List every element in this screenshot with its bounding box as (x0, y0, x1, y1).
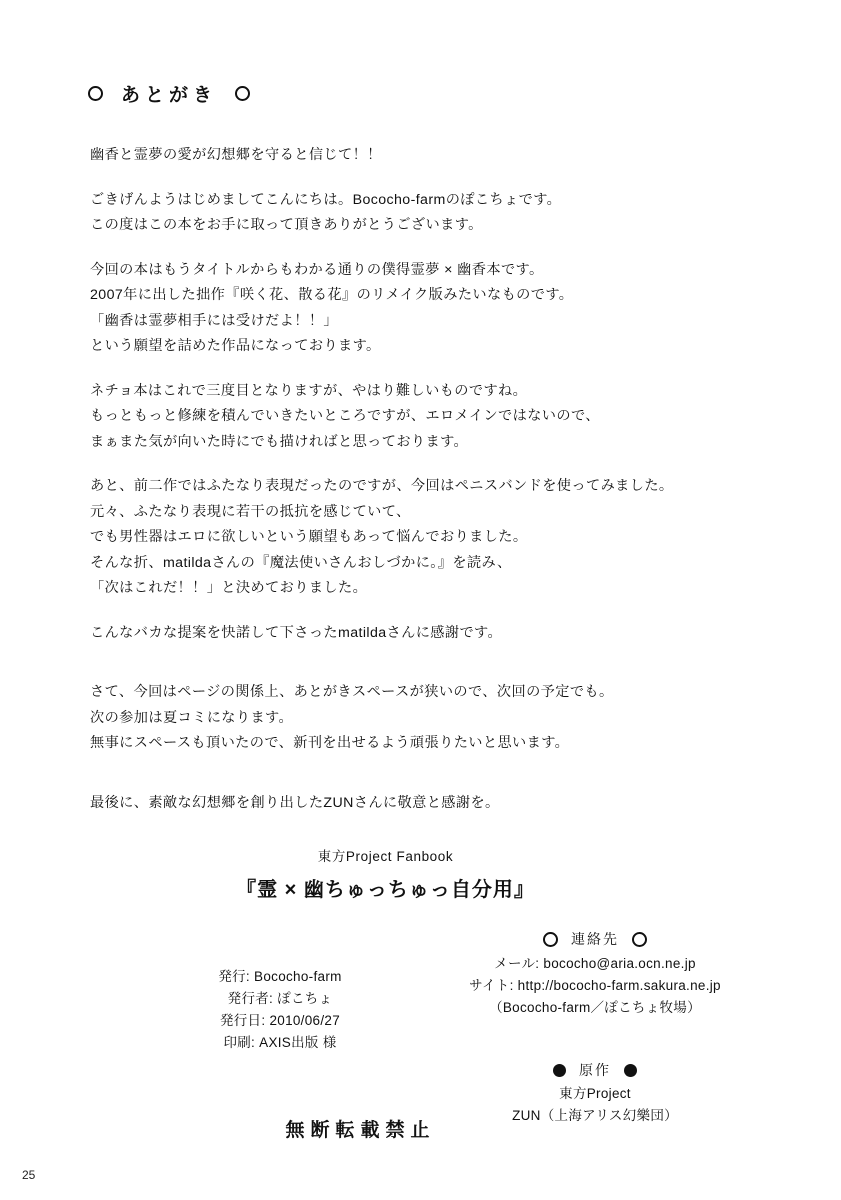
origin-heading-label: 原作 (579, 1062, 611, 1078)
paragraph-line: そんな折、matildaさんの『魔法使いさんおしづかに。』を読み、 (90, 554, 512, 571)
paragraph-line: まぁまた気が向いた時にでも描ければと思っております。 (90, 433, 469, 450)
contact-email: メール: bococho@aria.ocn.ne.jp (494, 956, 696, 971)
paragraph-line: ごきげんようはじめましてこんにちは。Bococho-farmのぽこちょです。 (90, 191, 562, 208)
origin-line: 東方Project (559, 1086, 631, 1101)
paragraph (90, 791, 750, 817)
circle-open-icon (632, 932, 647, 947)
origin-heading (400, 1059, 790, 1081)
book-title: 『霊 × 幽ちゅっちゅっ自分用』 (236, 879, 535, 901)
paragraph-line: 今回の本はもうタイトルからもわかる通りの僕得霊夢 × 幽香本です。 (90, 261, 544, 278)
publisher-line: 発行日: 2010/06/27 (219, 1013, 341, 1028)
paragraph-line: 「幽香は霊夢相手には受けだよ！！」 (90, 312, 338, 329)
paragraph-line: もっともっと修練を積んでいきたいところですが、エロメインではないので、 (90, 408, 600, 424)
paragraph (90, 143, 750, 169)
circle-solid-icon (553, 1064, 566, 1077)
paragraph-line: 2007年に出した拙作『咲く花、散る花』のリメイク版みたいなものです。 (90, 287, 574, 303)
publisher-line: 発行: Bococho-farm (218, 969, 342, 984)
colophon-columns (0, 928, 841, 1128)
origin-line: ZUN（上海アリス幻樂団） (512, 1108, 678, 1123)
contact-site: サイト: http://bococho-farm.sakura.ne.jp (469, 978, 721, 993)
paragraph-line: ネチョ本はこれで三度目となりますが、やはり難しいものですね。 (90, 382, 528, 399)
page-number: 25 (22, 1168, 36, 1182)
paragraph-line: この度はこの本をお手に取って頂きありがとうございます。 (90, 217, 483, 233)
publisher-line: 印刷: AXIS出版 様 (223, 1035, 337, 1050)
paragraph-line: 「次はこれだ！！」と決めておりました。 (90, 580, 368, 596)
paragraph-line: でも男性器はエロに欲しいという願望もあって悩んでおりました。 (90, 529, 528, 545)
paragraph-line: あと、前二作ではふたなり表現だったのですが、今回はペニスバンドを使ってみました。 (90, 478, 674, 494)
paragraph-line: 最後に、素敵な幻想郷を創り出したZUNさんに敬意と感謝を。 (90, 794, 500, 811)
circle-open-icon (235, 86, 250, 101)
paragraph (90, 379, 750, 456)
contact-heading (400, 928, 790, 950)
contact-heading-label: 連絡先 (571, 931, 619, 947)
colophon (0, 845, 841, 1128)
paragraph-line: 無事にスペースも頂いたので、新刊を出せるよう頑張りたいと思います。 (90, 735, 570, 751)
publisher-block (150, 966, 410, 1054)
paragraph-line: 元々、ふたなり表現に若干の抵抗を感じていて、 (90, 503, 411, 520)
afterword-body (90, 143, 750, 835)
paragraph (90, 621, 750, 647)
paragraph-line: さて、今回はページの関係上、あとがきスペースが狭いので、次回の予定でも。 (90, 684, 614, 700)
circle-open-icon (543, 932, 558, 947)
paragraph-line: こんなバカな提案を快諾して下さったmatildaさんに感謝です。 (90, 624, 503, 641)
contact-site-name: （Bococho-farm／ぽこちょ牧場） (489, 1000, 701, 1015)
paragraph (90, 680, 750, 757)
publisher-line: 発行者: ぽこちょ (227, 991, 333, 1006)
reprint-notice: 無断転載禁止 (285, 1120, 436, 1141)
paragraph (90, 258, 750, 360)
fanbook-label: 東方Project Fanbook (317, 849, 454, 864)
contact-and-origin-block (400, 928, 790, 1127)
afterword-heading (88, 80, 250, 107)
paragraph (90, 188, 750, 239)
circle-open-icon (88, 86, 103, 101)
paragraph-line: 幽香と霊夢の愛が幻想郷を守ると信じて！！ (90, 147, 382, 163)
paragraph-line: という願望を詰めた作品になっております。 (90, 338, 381, 354)
afterword-title: あとがき (121, 85, 218, 106)
paragraph (90, 474, 750, 602)
paragraph-line: 次の参加は夏コミになります。 (90, 709, 294, 726)
circle-solid-icon (624, 1064, 637, 1077)
